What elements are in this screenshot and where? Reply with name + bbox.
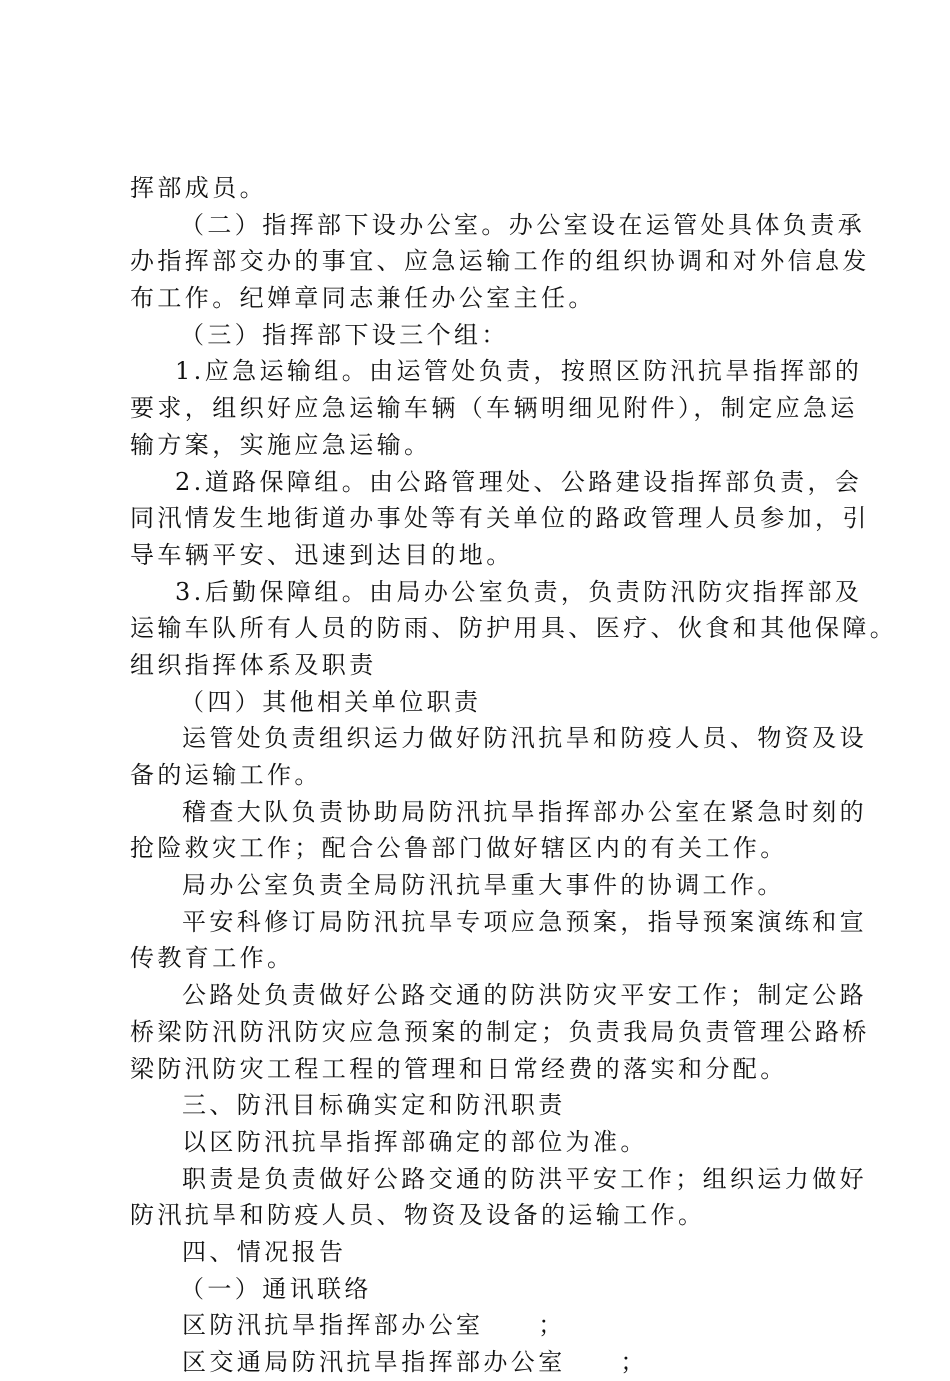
paragraph-line: 组织指挥体系及职责 (130, 650, 377, 679)
list-item-logistics-group: 3.后勤保障组。由局办公室负责，负责防汛防灾指挥部及 (175, 577, 863, 606)
paragraph-line: 要求，组织好应急运输车辆（车辆明细见附件），制定应急运 (130, 394, 858, 423)
paragraph-line: 同汛情发生地街道办事处等有关单位的路政管理人员参加，引 (130, 504, 870, 533)
paragraph-line: 平安科修订局防汛抗旱专项应急预案，指导预案演练和宣 (182, 907, 867, 936)
paragraph-line: 运输车队所有人员的防雨、防护用具、医疗、伙食和其他保障。 (130, 614, 898, 643)
paragraph-line: 办指挥部交办的事宜、应急运输工作的组织协调和对外信息发 (130, 247, 870, 276)
paragraph-line: 职责是负责做好公路交通的防洪平安工作；组织运力做好 (182, 1164, 867, 1193)
paragraph-line: 以区防汛抗旱指挥部确定的部位为准。 (182, 1127, 648, 1156)
list-item-transport-group: 1.应急运输组。由运管处负责，按照区防汛抗旱指挥部的 (175, 357, 863, 386)
section-heading-groups: （三）指挥部下设三个组： (180, 320, 509, 349)
paragraph-line: 防汛抗旱和防疫人员、物资及设备的运输工作。 (130, 1201, 706, 1230)
section-heading-office: （二）指挥部下设办公室。办公室设在运管处具体负责承 (180, 210, 865, 239)
list-item-road-group: 2.道路保障组。由公路管理处、公路建设指挥部负责，会 (175, 467, 863, 496)
paragraph-line: 运管处负责组织运力做好防汛抗旱和防疫人员、物资及设 (182, 724, 867, 753)
document-body (130, 170, 898, 1381)
paragraph-line: 抢险救灾工作；配合公鲁部门做好辖区内的有关工作。 (130, 834, 788, 863)
paragraph-line: 局办公室负责全局防汛抗旱重大事件的协调工作。 (182, 871, 785, 900)
paragraph-line: 传教育工作。 (130, 944, 295, 973)
section-heading-other-units: （四）其他相关单位职责 (180, 687, 482, 716)
paragraph-line: 导车辆平安、迅速到达目的地。 (130, 540, 514, 569)
paragraph-line: 桥梁防汛防汛防灾应急预案的制定；负责我局负责管理公路桥 (130, 1017, 870, 1046)
paragraph-line: 输方案，实施应急运输。 (130, 430, 432, 459)
paragraph-line: 挥部成员。 (130, 174, 267, 202)
contact-line-district-office: 区防汛抗旱指挥部办公室 ； (182, 1311, 566, 1340)
section-heading-contact: （一）通讯联络 (180, 1274, 372, 1303)
paragraph-line: 备的运输工作。 (130, 761, 322, 789)
paragraph-line: 稽查大队负责协助局防汛抗旱指挥部办公室在紧急时刻的 (182, 797, 867, 826)
paragraph-line: 布工作。纪婵章同志兼任办公室主任。 (130, 284, 596, 313)
section-heading-targets: 三、防汛目标确实定和防汛职责 (182, 1091, 566, 1120)
contact-line-transport-office: 区交通局防汛抗旱指挥部办公室 ； (182, 1348, 648, 1376)
paragraph-line: 梁防汛防灾工程工程的管理和日常经费的落实和分配。 (130, 1054, 788, 1083)
section-heading-report: 四、情况报告 (182, 1237, 347, 1266)
paragraph-line: 公路处负责做好公路交通的防洪防灾平安工作；制定公路 (182, 981, 867, 1010)
